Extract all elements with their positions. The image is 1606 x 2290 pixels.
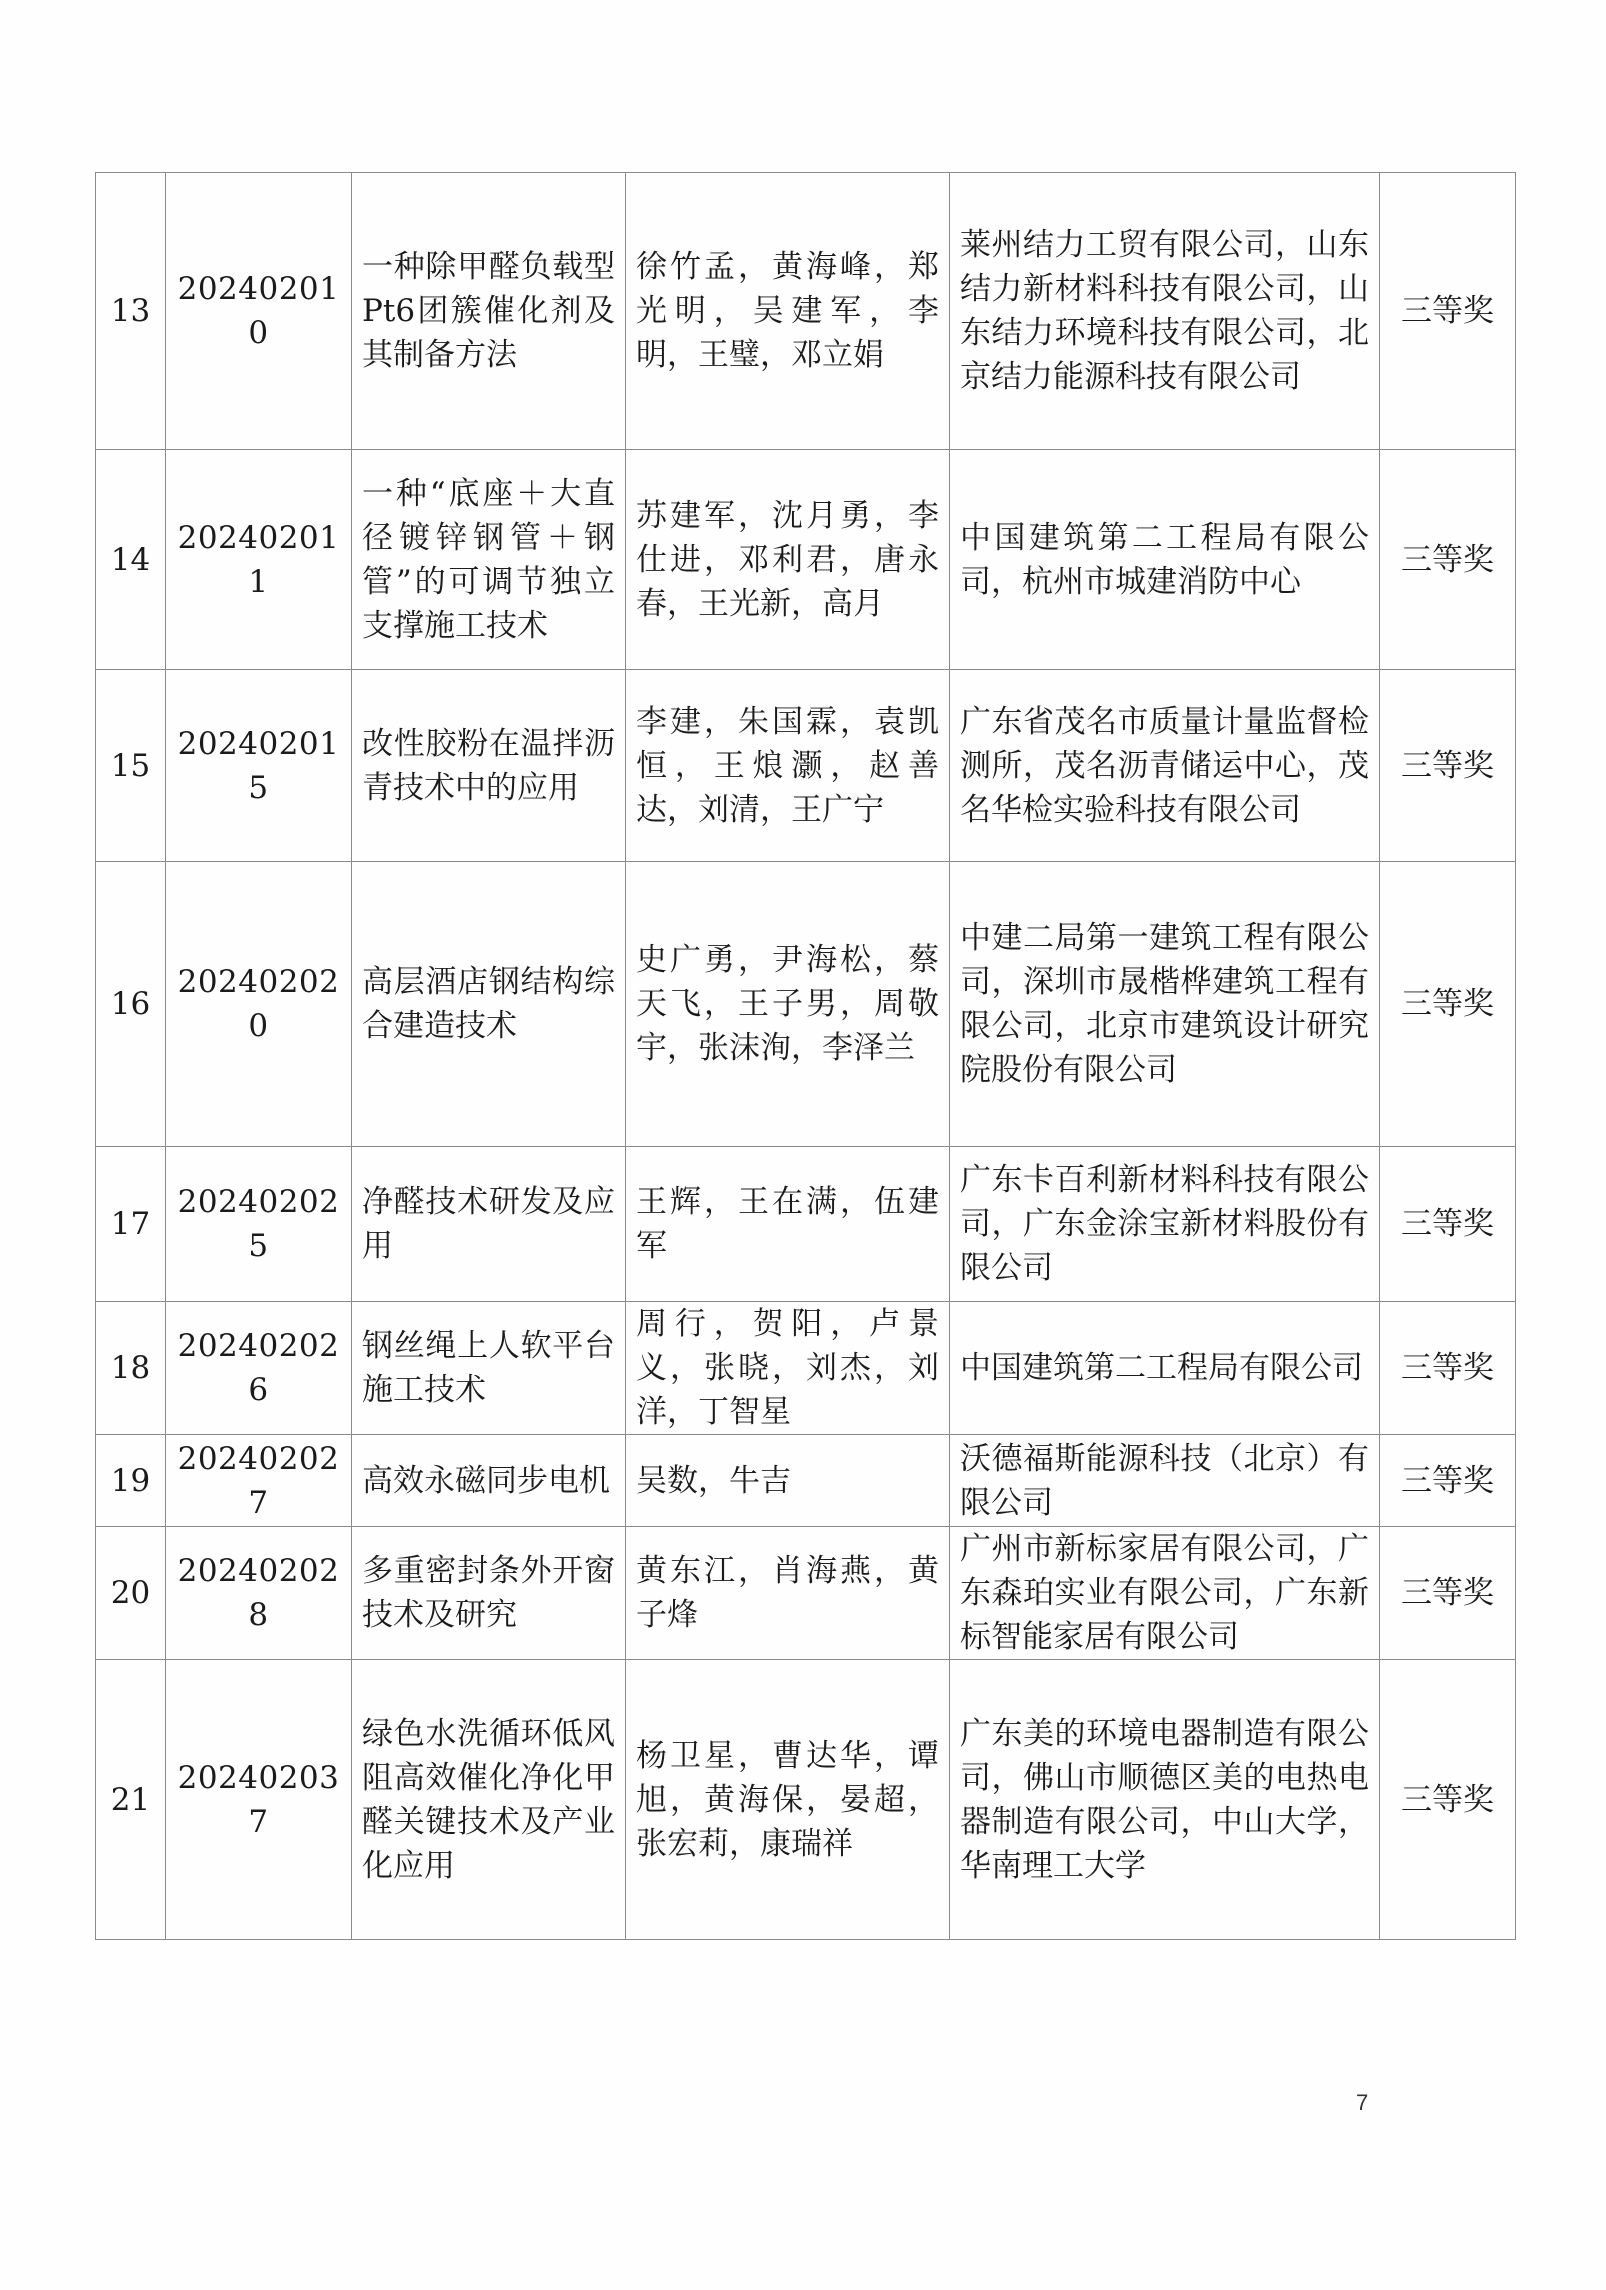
- project-members: 杨卫星，曹达华，谭旭，黄海保，晏超，张宏莉，康瑞祥: [626, 1660, 950, 1940]
- table-row: [96, 450, 1516, 670]
- row-number: 16: [96, 862, 166, 1147]
- completing-organizations: 广东美的环境电器制造有限公司，佛山市顺德区美的电热电器制造有限公司，中山大学，华南理工大学: [950, 1660, 1380, 1940]
- award-level: 三等奖: [1380, 1527, 1516, 1660]
- table-row: [96, 1302, 1516, 1435]
- completing-organizations: 中建二局第一建筑工程有限公司，深圳市晟楷桦建筑工程有限公司，北京市建筑设计研究院股份有限公司: [950, 862, 1380, 1147]
- row-number: 15: [96, 670, 166, 862]
- table-row: [96, 1527, 1516, 1660]
- project-members: 黄东江，肖海燕，黄子烽: [626, 1527, 950, 1660]
- awards-table: [95, 172, 1516, 1940]
- completing-organizations: 沃德福斯能源科技（北京）有限公司: [950, 1435, 1380, 1527]
- project-code: 202402011: [166, 450, 352, 670]
- row-number: 13: [96, 173, 166, 450]
- award-level: 三等奖: [1380, 862, 1516, 1147]
- table-row: [96, 862, 1516, 1147]
- project-code: 202402028: [166, 1527, 352, 1660]
- project-code: 202402020: [166, 862, 352, 1147]
- project-name: 绿色水洗循环低风阻高效催化净化甲醛关键技术及产业化应用: [352, 1660, 626, 1940]
- project-name: 净醛技术研发及应用: [352, 1147, 626, 1302]
- project-code: 202402025: [166, 1147, 352, 1302]
- completing-organizations: 广州市新标家居有限公司，广东森珀实业有限公司，广东新标智能家居有限公司: [950, 1527, 1380, 1660]
- project-members: 史广勇，尹海松，蔡天飞，王子男，周敬宇，张沫洵，李泽兰: [626, 862, 950, 1147]
- page-number: 7: [1356, 2090, 1369, 2115]
- project-members: 周行，贺阳，卢景义，张晓，刘杰，刘洋，丁智星: [626, 1302, 950, 1435]
- project-name: 一种除甲醛负载型Pt6团簇催化剂及其制备方法: [352, 173, 626, 450]
- table-row: [96, 670, 1516, 862]
- completing-organizations: 广东省茂名市质量计量监督检测所，茂名沥青储运中心，茂名华检实验科技有限公司: [950, 670, 1380, 862]
- row-number: 19: [96, 1435, 166, 1527]
- project-code: 202402027: [166, 1435, 352, 1527]
- completing-organizations: 广东卡百利新材料科技有限公司，广东金涂宝新材料股份有限公司: [950, 1147, 1380, 1302]
- completing-organizations: 中国建筑第二工程局有限公司，杭州市城建消防中心: [950, 450, 1380, 670]
- project-name: 钢丝绳上人软平台施工技术: [352, 1302, 626, 1435]
- award-level: 三等奖: [1380, 450, 1516, 670]
- project-code: 202402026: [166, 1302, 352, 1435]
- project-members: 苏建军，沈月勇，李仕进，邓利君，唐永春，王光新，高月: [626, 450, 950, 670]
- award-level: 三等奖: [1380, 1435, 1516, 1527]
- project-members: 王辉，王在满，伍建军: [626, 1147, 950, 1302]
- project-members: 徐竹孟，黄海峰，郑光明，吴建军，李明，王璧，邓立娟: [626, 173, 950, 450]
- project-name: 多重密封条外开窗技术及研究: [352, 1527, 626, 1660]
- completing-organizations: 莱州结力工贸有限公司，山东结力新材料科技有限公司，山东结力环境科技有限公司，北京结力能源科技有限公司: [950, 173, 1380, 450]
- table-row: [96, 1435, 1516, 1527]
- project-code: 202402037: [166, 1660, 352, 1940]
- project-name: 改性胶粉在温拌沥青技术中的应用: [352, 670, 626, 862]
- row-number: 20: [96, 1527, 166, 1660]
- award-level: 三等奖: [1380, 1147, 1516, 1302]
- project-members: 吴数，牛吉: [626, 1435, 950, 1527]
- completing-organizations: 中国建筑第二工程局有限公司: [950, 1302, 1380, 1435]
- project-name: 高层酒店钢结构综合建造技术: [352, 862, 626, 1147]
- table-row: [96, 1147, 1516, 1302]
- row-number: 17: [96, 1147, 166, 1302]
- award-level: 三等奖: [1380, 1302, 1516, 1435]
- award-level: 三等奖: [1380, 670, 1516, 862]
- project-members: 李建，朱国霖，袁凯恒，王烺灏，赵善达，刘清，王广宁: [626, 670, 950, 862]
- table-row: [96, 1660, 1516, 1940]
- project-code: 202402010: [166, 173, 352, 450]
- project-code: 202402015: [166, 670, 352, 862]
- project-name: 高效永磁同步电机: [352, 1435, 626, 1527]
- row-number: 14: [96, 450, 166, 670]
- row-number: 21: [96, 1660, 166, 1940]
- award-level: 三等奖: [1380, 1660, 1516, 1940]
- award-level: 三等奖: [1380, 173, 1516, 450]
- row-number: 18: [96, 1302, 166, 1435]
- project-name: 一种“底座＋大直径镀锌钢管＋钢管”的可调节独立支撑施工技术: [352, 450, 626, 670]
- table-row: [96, 173, 1516, 450]
